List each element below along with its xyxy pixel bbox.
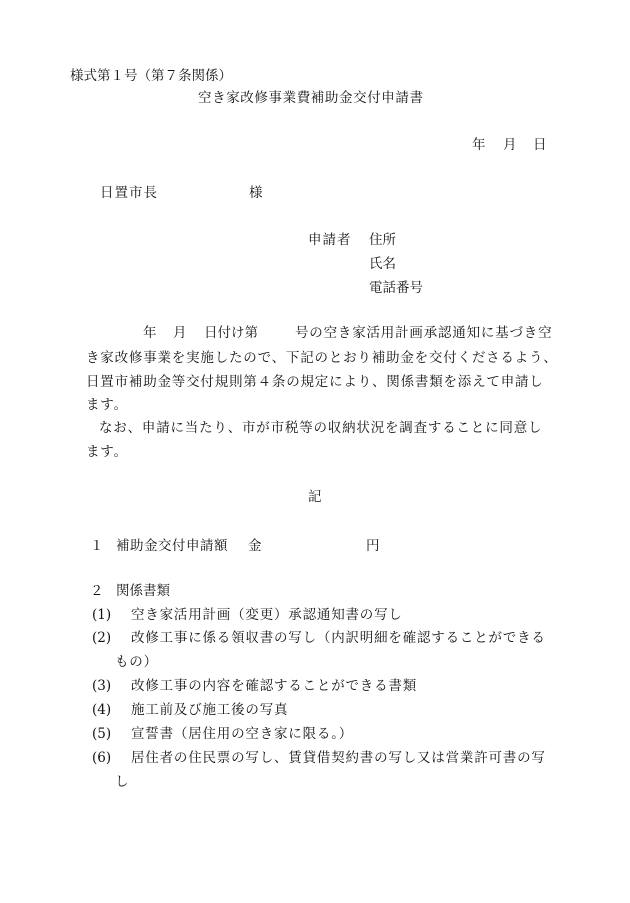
doc-1-line-1: 空き家活用計画（変更）承認通知書の写し: [131, 607, 403, 623]
doc-5-number: (5): [92, 726, 112, 742]
doc-4-line-1: 施工前及び施工後の写真: [131, 702, 289, 718]
applicant-address-label: 住所: [369, 232, 396, 248]
body-month-label: 月: [173, 325, 187, 341]
item-1-number: １: [90, 538, 104, 554]
item-2-number: ２: [90, 583, 104, 599]
body-line-4: ます。: [86, 397, 128, 413]
addressee-name: 日置市長: [100, 185, 158, 201]
doc-2-line-2: もの）: [115, 654, 158, 670]
doc-6-line-1: 居住者の住民票の写し、賃貸借契約書の写し又は営業許可書の写: [131, 750, 546, 766]
doc-4-number: (4): [92, 702, 112, 718]
form-number: 様式第１号（第７条関係）: [70, 68, 232, 84]
body-line-5: なお、申請に当たり、市が市税等の収納状況を調査することに同意し: [99, 420, 543, 436]
body-line-2: き家改修事業を実施したので、下記のとおり補助金を交付くださるよう、: [86, 350, 558, 366]
doc-1-number: (1): [92, 607, 112, 623]
doc-3-number: (3): [92, 678, 112, 694]
doc-6-line-2: し: [115, 774, 130, 790]
doc-3-line-1: 改修工事の内容を確認することができる書類: [131, 678, 417, 694]
doc-5-line-1: 宣誓書（居住用の空き家に限る。）: [131, 726, 354, 742]
doc-6-number: (6): [92, 750, 112, 766]
applicant-label: 申請者: [308, 232, 352, 248]
date-day-label: 日: [533, 137, 547, 153]
item-2-label: 関係書類: [116, 583, 170, 599]
item-1-label: 補助金交付申請額: [116, 538, 228, 554]
document-title: 空き家改修事業費補助金交付申請書: [198, 90, 424, 106]
doc-2-line-1: 改修工事に係る領収書の写し（内訳明細を確認することができる: [131, 630, 546, 646]
item-1-unit: 円: [366, 538, 380, 554]
body-year-label: 年: [143, 325, 157, 341]
body-line-6: ます。: [86, 444, 128, 460]
addressee-honorific: 様: [249, 185, 263, 201]
body-line-1: 号の空き家活用計画承認通知に基づき空: [295, 325, 553, 341]
doc-2-number: (2): [92, 630, 112, 646]
body-line-3: 日置市補助金等交付規則第４条の規定により、関係書類を添えて申請し: [86, 374, 544, 390]
body-dated-no-label: 日付け第: [204, 325, 258, 341]
note-heading: 記: [308, 489, 322, 505]
date-year-label: 年: [472, 137, 486, 153]
applicant-name-label: 氏名: [369, 256, 396, 272]
applicant-phone-label: 電話番号: [369, 280, 423, 296]
date-month-label: 月: [503, 137, 517, 153]
item-1-currency: 金: [248, 538, 262, 554]
